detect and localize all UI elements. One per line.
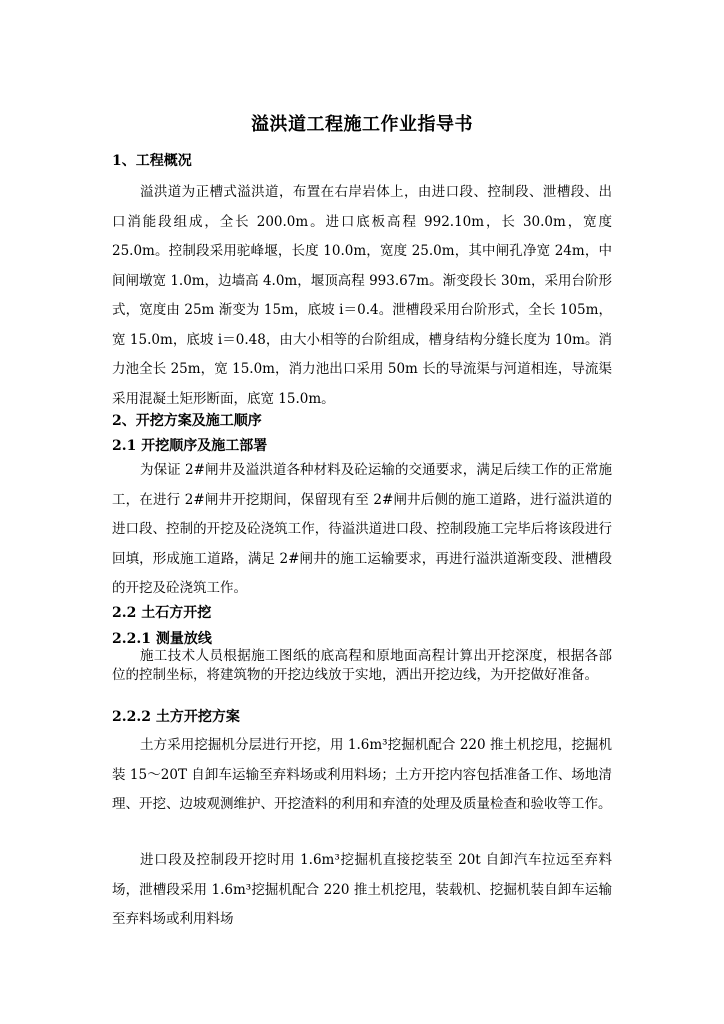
section-2-2-2-paragraph-2: 进口段及控制段开挖时用 1.6m³挖掘机直接挖装至 20t 自卸汽车拉远至弃料场，泄槽段采用 1.6m³挖掘机配合 220 推土机挖甩，装载机、挖掘机装自卸车运输至弃料场或利用料场 bbox=[112, 852, 612, 927]
section-heading-2-2: 2.2 土石方开挖 bbox=[112, 605, 212, 621]
section-heading-2-1: 2.1 开挖顺序及施工部署 bbox=[112, 438, 268, 454]
document-title: 溢洪道工程施工作业指导书 bbox=[251, 114, 473, 135]
section-heading-1: 1、工程概况 bbox=[112, 153, 192, 169]
section-heading-2: 2、开挖方案及施工顺序 bbox=[112, 413, 262, 429]
section-heading-2-2-2: 2.2.2 土方开挖方案 bbox=[112, 709, 240, 725]
section-2-2-1-paragraph: 施工技术人员根据施工图纸的底高程和原地面高程计算出开挖深度，根据各部位的控制坐标，将建筑物的开挖边线放于实地，洒出开挖边线，为开挖做好准备。 bbox=[112, 648, 612, 683]
section-2-2-2-paragraph-1: 土方采用挖掘机分层进行开挖，用 1.6m³挖掘机配合 220 推土机挖甩，挖掘机装 15～20T 自卸车运输至弃料场或利用料场；土方开挖内容包括准备工作、场地清理、开挖、边坡观测维护、开挖渣料的利用和弃渣的处理及质量检查和验收等工作。 bbox=[112, 737, 612, 812]
section-1-paragraph: 溢洪道为正槽式溢洪道，布置在右岸岩体上，由进口段、控制段、泄槽段、出口消能段组成，全长 200.0m。进口底板高程 992.10m，长 30.0m，宽度 25.0m。控制段采用驼峰堰，长度 10.0m，宽度 25.0m，其中闸孔净宽 24m，中间闸墩宽 1.0m，边墙高 4.0m，堰顶高程 993.67m。渐变段长 30m，采用台阶形式，宽度由 25m 渐变为 15m，底坡 i＝0.4。泄槽段采用台阶形式，全长 105m，宽 15.0m，底坡 i＝0.48，由大小相等的台阶组成，槽身结构分缝长度为 10m。消力池全长 25m，宽 15.0m，消力池出口采用 50m 长的导流渠与河道相连，导流渠采用混凝土矩形断面，底宽 15.0m。 bbox=[112, 184, 612, 407]
section-2-1-paragraph: 为保证 2#闸井及溢洪道各种材料及砼运输的交通要求，满足后续工作的正常施工，在进行 2#闸井开挖期间，保留现有至 2#闸井后侧的施工道路，进行溢洪道的进口段、控制的开挖及砼浇筑工作，待溢洪道进口段、控制段施工完毕后将该段进行回填，形成施工道路，满足 2#闸井的施工运输要求，再进行溢洪道渐变段、泄槽段的开挖及砼浇筑工作。 bbox=[112, 462, 612, 596]
section-heading-2-2-1: 2.2.1 测量放线 bbox=[112, 631, 212, 647]
